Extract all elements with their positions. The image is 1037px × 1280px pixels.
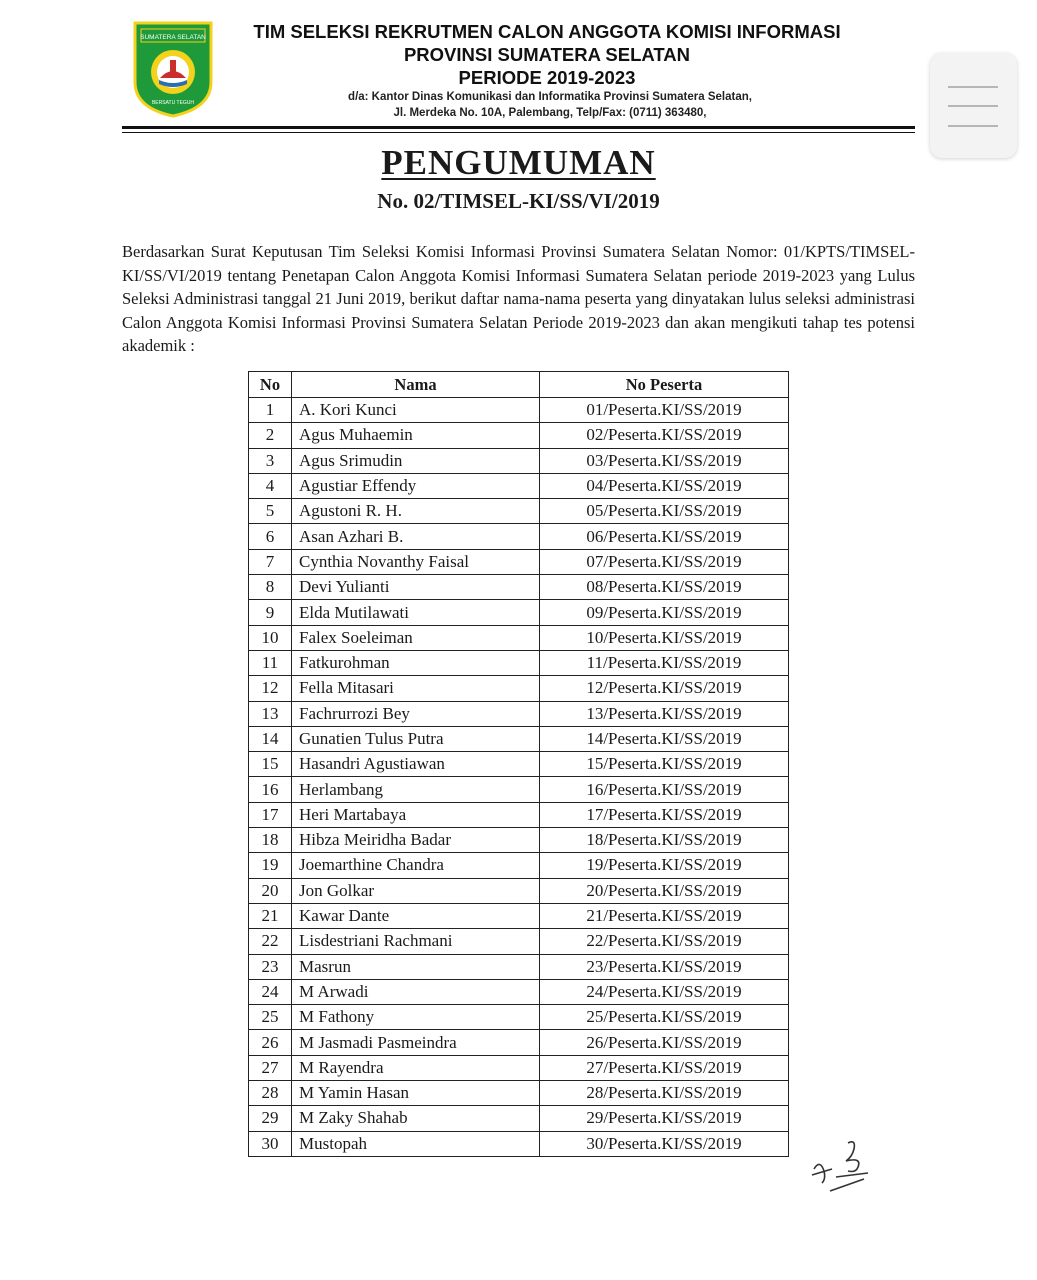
cell-no: 13 [249,701,292,726]
cell-nama: M Rayendra [292,1055,540,1080]
cell-no-peserta: 05/Peserta.KI/SS/2019 [540,499,789,524]
cell-no: 28 [249,1081,292,1106]
cell-nama: Elda Mutilawati [292,600,540,625]
cell-no: 27 [249,1055,292,1080]
table-row [249,828,789,853]
cell-no-peserta: 20/Peserta.KI/SS/2019 [540,878,789,903]
cell-no: 21 [249,903,292,928]
cell-no-peserta: 28/Peserta.KI/SS/2019 [540,1081,789,1106]
cell-no: 15 [249,752,292,777]
cell-nama: Hasandri Agustiawan [292,752,540,777]
cell-no-peserta: 18/Peserta.KI/SS/2019 [540,828,789,853]
cell-no: 10 [249,625,292,650]
cell-no-peserta: 02/Peserta.KI/SS/2019 [540,423,789,448]
table-row [249,954,789,979]
table-row [249,473,789,498]
cell-no: 1 [249,398,292,423]
table-row [249,853,789,878]
table-row [249,499,789,524]
cell-no: 22 [249,929,292,954]
document-number: No. 02/TIMSEL-KI/SS/VI/2019 [377,189,660,213]
cell-nama: Fachrurrozi Bey [292,701,540,726]
table-row [249,1131,789,1156]
announcement-body: Berdasarkan Surat Keputusan Tim Seleksi Komisi Informasi Provinsi Sumatera Selatan Nomor: 01/KPTS/TIMSEL-KI/SS/VI/2019 tentang Penetapan Calon Anggota Komisi Informasi Sumatera Selatan periode 2019-2023 yang Lulus Seleksi Administrasi tanggal 21 Juni 2019, berikut daftar nama-nama peserta yang dinyatakan lulus seleksi administrasi Calon Anggota Komisi Informasi Provinsi Sumatera Selatan Periode 2019-2023 dan akan mengikuti tahap tes potensi akademik : [122,242,915,355]
cell-no: 4 [249,473,292,498]
cell-nama: Agus Muhaemin [292,423,540,448]
cell-nama: Jon Golkar [292,878,540,903]
cell-nama: Devi Yulianti [292,575,540,600]
cell-no: 26 [249,1030,292,1055]
letterhead-title [222,20,872,89]
cell-no: 20 [249,878,292,903]
initials-signature [806,1137,876,1199]
cell-no: 17 [249,802,292,827]
table-row [249,398,789,423]
cell-no: 6 [249,524,292,549]
cell-nama: M Fathony [292,1005,540,1030]
cell-no: 23 [249,954,292,979]
document-title-text: PENGUMUMAN [381,143,656,182]
header-nama: Nama [292,372,540,398]
cell-no-peserta: 07/Peserta.KI/SS/2019 [540,549,789,574]
cell-no: 19 [249,853,292,878]
cell-no: 12 [249,676,292,701]
cell-no-peserta: 29/Peserta.KI/SS/2019 [540,1106,789,1131]
table-row [249,1081,789,1106]
cell-no: 11 [249,650,292,675]
cell-no: 29 [249,1106,292,1131]
cell-nama: Gunatien Tulus Putra [292,726,540,751]
cell-no: 18 [249,828,292,853]
cell-no-peserta: 26/Peserta.KI/SS/2019 [540,1030,789,1055]
table-row [249,650,789,675]
cell-nama: Hibza Meiridha Badar [292,828,540,853]
cell-nama: Lisdestriani Rachmani [292,929,540,954]
cell-nama: Agustiar Effendy [292,473,540,498]
cell-no-peserta: 27/Peserta.KI/SS/2019 [540,1055,789,1080]
province-logo [132,20,214,118]
table-row [249,726,789,751]
cell-no-peserta: 11/Peserta.KI/SS/2019 [540,650,789,675]
cell-no: 8 [249,575,292,600]
letterhead-line2: PROVINSI SUMATERA SELATAN [403,44,691,65]
cell-no: 9 [249,600,292,625]
table-row [249,625,789,650]
cell-nama: Heri Martabaya [292,802,540,827]
letterhead-line1: TIM SELEKSI REKRUTMEN CALON ANGGOTA KOMISI INFORMASI [253,21,841,42]
header-no: No [249,372,292,398]
cell-no-peserta: 08/Peserta.KI/SS/2019 [540,575,789,600]
cell-no: 2 [249,423,292,448]
cell-nama: Fella Mitasari [292,676,540,701]
cell-nama: M Jasmadi Pasmeindra [292,1030,540,1055]
cell-no-peserta: 15/Peserta.KI/SS/2019 [540,752,789,777]
address-line2: Jl. Merdeka No. 10A, Palembang, Telp/Fax: (0711) 363480, [393,107,707,119]
cell-no-peserta: 19/Peserta.KI/SS/2019 [540,853,789,878]
table-row [249,524,789,549]
cell-no: 25 [249,1005,292,1030]
cell-nama: M Yamin Hasan [292,1081,540,1106]
logo-text-top: SUMATERA SELATAN [140,34,206,41]
table-row [249,549,789,574]
cell-no: 16 [249,777,292,802]
table-row [249,575,789,600]
cell-no-peserta: 21/Peserta.KI/SS/2019 [540,903,789,928]
table-header-row [249,372,789,398]
cell-no-peserta: 17/Peserta.KI/SS/2019 [540,802,789,827]
cell-nama: Fatkurohman [292,650,540,675]
cell-no: 30 [249,1131,292,1156]
table-row [249,777,789,802]
address-line1: d/a: Kantor Dinas Komunikasi dan Informatika Provinsi Sumatera Selatan, [348,91,752,103]
cell-nama: Falex Soeleiman [292,625,540,650]
letterhead-divider-thin [122,132,915,133]
cell-no-peserta: 03/Peserta.KI/SS/2019 [540,448,789,473]
cell-no-peserta: 30/Peserta.KI/SS/2019 [540,1131,789,1156]
table-row [249,423,789,448]
letterhead-address [230,89,870,121]
cell-nama: Kawar Dante [292,903,540,928]
cell-no: 14 [249,726,292,751]
cell-no: 5 [249,499,292,524]
cell-no-peserta: 24/Peserta.KI/SS/2019 [540,979,789,1004]
letterhead-line3: PERIODE 2019-2023 [458,67,636,88]
cell-no-peserta: 14/Peserta.KI/SS/2019 [540,726,789,751]
menu-icon [948,86,998,88]
cell-nama: Agustoni R. H. [292,499,540,524]
table-row [249,752,789,777]
cell-no: 7 [249,549,292,574]
cell-no: 3 [249,448,292,473]
table-row [249,1106,789,1131]
cell-no: 24 [249,979,292,1004]
table-row [249,1055,789,1080]
cell-no-peserta: 22/Peserta.KI/SS/2019 [540,929,789,954]
table-row [249,929,789,954]
participants-table [248,371,789,1157]
table-row [249,676,789,701]
table-row [249,1030,789,1055]
table-row [249,802,789,827]
cell-no-peserta: 06/Peserta.KI/SS/2019 [540,524,789,549]
cell-nama: A. Kori Kunci [292,398,540,423]
table-row [249,701,789,726]
header-no-peserta: No Peserta [540,372,789,398]
table-row [249,903,789,928]
cell-no-peserta: 04/Peserta.KI/SS/2019 [540,473,789,498]
table-row [249,600,789,625]
cell-no-peserta: 25/Peserta.KI/SS/2019 [540,1005,789,1030]
cell-nama: M Arwadi [292,979,540,1004]
cell-no-peserta: 13/Peserta.KI/SS/2019 [540,701,789,726]
cell-no-peserta: 01/Peserta.KI/SS/2019 [540,398,789,423]
table-row [249,1005,789,1030]
cell-nama: Asan Azhari B. [292,524,540,549]
document-title [0,143,1037,183]
logo-text-bottom: BERSATU TEGUH [151,100,195,106]
table-row [249,878,789,903]
cell-nama: Agus Srimudin [292,448,540,473]
cell-nama: Herlambang [292,777,540,802]
cell-no-peserta: 12/Peserta.KI/SS/2019 [540,676,789,701]
cell-nama: M Zaky Shahab [292,1106,540,1131]
table-row [249,448,789,473]
cell-nama: Cynthia Novanthy Faisal [292,549,540,574]
cell-nama: Mustopah [292,1131,540,1156]
letterhead-divider-thick [122,126,915,129]
cell-no-peserta: 09/Peserta.KI/SS/2019 [540,600,789,625]
cell-nama: Masrun [292,954,540,979]
cell-nama: Joemarthine Chandra [292,853,540,878]
cell-no-peserta: 23/Peserta.KI/SS/2019 [540,954,789,979]
cell-no-peserta: 10/Peserta.KI/SS/2019 [540,625,789,650]
table-row [249,979,789,1004]
cell-no-peserta: 16/Peserta.KI/SS/2019 [540,777,789,802]
